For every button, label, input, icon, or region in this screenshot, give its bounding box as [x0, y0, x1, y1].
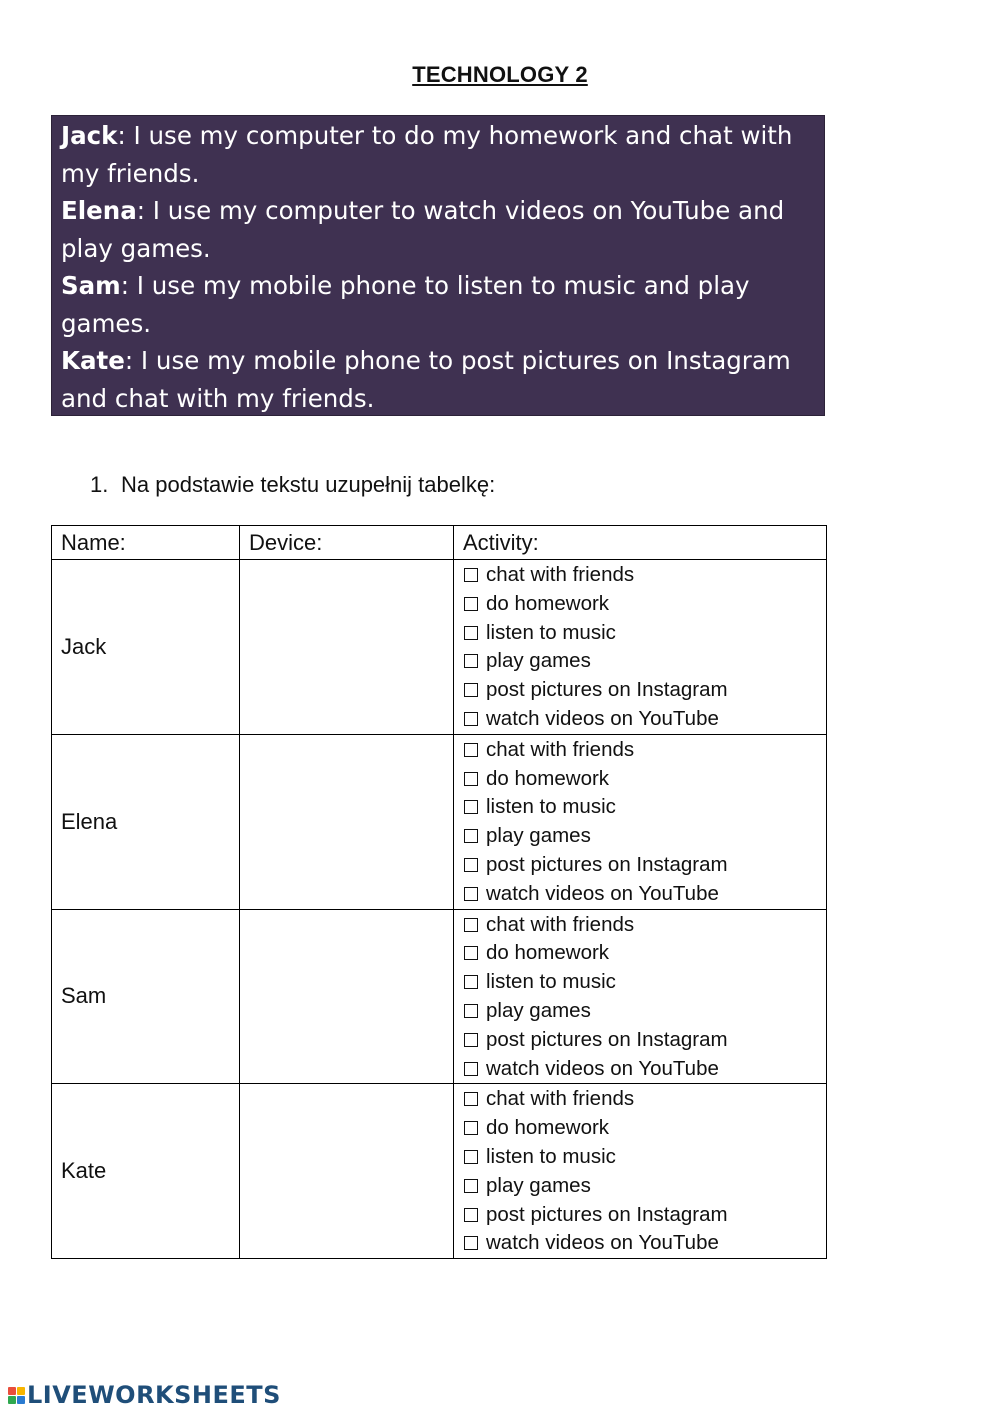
activity-label: post pictures on Instagram	[486, 852, 728, 876]
logo-square	[17, 1387, 25, 1395]
logo-square	[17, 1396, 25, 1404]
logo-square	[8, 1396, 16, 1404]
checkbox-icon[interactable]	[464, 597, 478, 611]
checkbox-icon[interactable]	[464, 1092, 478, 1106]
header-activity: Activity:	[454, 526, 827, 560]
activity-label: do homework	[486, 591, 610, 615]
activity-label: play games	[486, 824, 591, 848]
checkbox-icon[interactable]	[464, 975, 478, 989]
activity-option[interactable]	[464, 1229, 826, 1258]
activity-option[interactable]	[464, 1114, 826, 1143]
row-name-jack: Jack	[52, 560, 240, 735]
checkbox-icon[interactable]	[464, 1236, 478, 1250]
activity-label: chat with friends	[486, 737, 635, 761]
reading-line-sam	[61, 267, 816, 342]
checkbox-icon[interactable]	[464, 1150, 478, 1164]
speaker-text: : I use my mobile phone to post pictures on Instagram and chat with my friends.	[61, 346, 791, 413]
activity-label: watch videos on YouTube	[486, 1056, 719, 1080]
checkbox-icon[interactable]	[464, 1121, 478, 1135]
header-device: Device:	[240, 526, 454, 560]
checkbox-icon[interactable]	[464, 1033, 478, 1047]
checkbox-icon[interactable]	[464, 743, 478, 757]
device-cell-elena[interactable]	[240, 734, 454, 909]
activity-option[interactable]	[464, 647, 826, 676]
task-number: 1.	[90, 472, 109, 497]
worksheet-title: TECHNOLOGY 2	[412, 62, 588, 87]
activity-label: play games	[486, 649, 591, 673]
checkbox-icon[interactable]	[464, 654, 478, 668]
activity-cell-elena	[454, 734, 827, 909]
activity-option[interactable]	[464, 911, 826, 940]
activity-option[interactable]	[464, 997, 826, 1026]
checkbox-icon[interactable]	[464, 568, 478, 582]
activity-label: post pictures on Instagram	[486, 1027, 728, 1051]
activity-label: chat with friends	[486, 1087, 635, 1111]
speaker-name: Kate	[61, 346, 125, 375]
activity-option[interactable]	[464, 851, 826, 880]
checkbox-icon[interactable]	[464, 829, 478, 843]
device-cell-kate[interactable]	[240, 1084, 454, 1259]
activity-label: play games	[486, 1173, 591, 1197]
activity-label: listen to music	[486, 1144, 616, 1168]
table-row	[52, 1084, 827, 1259]
checkbox-icon[interactable]	[464, 800, 478, 814]
activity-label: post pictures on Instagram	[486, 678, 728, 702]
activity-option[interactable]	[464, 1055, 826, 1084]
activity-option[interactable]	[464, 676, 826, 705]
checkbox-icon[interactable]	[464, 1208, 478, 1222]
activity-option[interactable]	[464, 822, 826, 851]
checkbox-icon[interactable]	[464, 1179, 478, 1193]
checkbox-icon[interactable]	[464, 1062, 478, 1076]
speaker-name: Sam	[61, 271, 121, 300]
table-row	[52, 734, 827, 909]
table-row	[52, 560, 827, 735]
device-cell-jack[interactable]	[240, 560, 454, 735]
task-text: Na podstawie tekstu uzupełnij tabelkę:	[121, 472, 496, 497]
activity-option[interactable]	[464, 1026, 826, 1055]
activity-option[interactable]	[464, 1201, 826, 1230]
speaker-name: Jack	[61, 121, 118, 150]
checkbox-icon[interactable]	[464, 858, 478, 872]
activity-label: listen to music	[486, 970, 616, 994]
activity-label: listen to music	[486, 795, 616, 819]
speaker-text: : I use my mobile phone to listen to music and play games.	[61, 271, 750, 338]
activity-label: post pictures on Instagram	[486, 1202, 728, 1226]
activity-option[interactable]	[464, 736, 826, 765]
activity-option[interactable]	[464, 1085, 826, 1114]
activity-option[interactable]	[464, 939, 826, 968]
activity-label: play games	[486, 998, 591, 1022]
activity-label: do homework	[486, 1116, 610, 1140]
activity-option[interactable]	[464, 1143, 826, 1172]
reading-text-box	[51, 115, 825, 416]
activity-option[interactable]	[464, 705, 826, 734]
activity-option[interactable]	[464, 619, 826, 648]
header-name: Name:	[52, 526, 240, 560]
speaker-text: : I use my computer to do my homework and chat with my friends.	[61, 121, 793, 188]
activity-label: chat with friends	[486, 563, 635, 586]
reading-line-kate	[61, 342, 816, 417]
activity-label: chat with friends	[486, 912, 635, 936]
activity-label: listen to music	[486, 620, 616, 644]
speaker-name: Elena	[61, 196, 137, 225]
row-name-sam: Sam	[52, 909, 240, 1084]
row-name-elena: Elena	[52, 734, 240, 909]
reading-line-elena	[61, 192, 816, 267]
activity-option[interactable]	[464, 1172, 826, 1201]
row-name-kate: Kate	[52, 1084, 240, 1259]
checkbox-icon[interactable]	[464, 626, 478, 640]
task-instruction	[90, 472, 495, 498]
activity-label: do homework	[486, 766, 610, 790]
table-header-row	[52, 526, 827, 560]
activity-option[interactable]	[464, 968, 826, 997]
logo-text: LIVEWORKSHEETS	[27, 1381, 281, 1409]
activity-label: watch videos on YouTube	[486, 1231, 719, 1255]
checkbox-icon[interactable]	[464, 683, 478, 697]
checkbox-icon[interactable]	[464, 1004, 478, 1018]
activity-cell-jack	[454, 560, 827, 735]
checkbox-icon[interactable]	[464, 918, 478, 932]
activity-cell-kate	[454, 1084, 827, 1259]
reading-line-jack	[61, 117, 816, 192]
liveworksheets-logo[interactable]	[8, 1381, 281, 1409]
activity-label: watch videos on YouTube	[486, 881, 719, 905]
speaker-text: : I use my computer to watch videos on YouTube and play games.	[61, 196, 785, 263]
liveworksheets-logo-icon	[8, 1387, 25, 1404]
activity-option[interactable]	[464, 561, 826, 590]
checkbox-icon[interactable]	[464, 772, 478, 786]
answer-table	[51, 525, 827, 1259]
activity-option[interactable]	[464, 793, 826, 822]
checkbox-icon[interactable]	[464, 712, 478, 726]
activity-cell-sam	[454, 909, 827, 1084]
checkbox-icon[interactable]	[464, 887, 478, 901]
activity-label: watch videos on YouTube	[486, 706, 719, 730]
table-row	[52, 909, 827, 1084]
checkbox-icon[interactable]	[464, 946, 478, 960]
logo-square	[8, 1387, 16, 1395]
activity-label: do homework	[486, 941, 610, 965]
activity-option[interactable]	[464, 880, 826, 909]
device-cell-sam[interactable]	[240, 909, 454, 1084]
activity-option[interactable]	[464, 765, 826, 794]
activity-option[interactable]	[464, 590, 826, 619]
